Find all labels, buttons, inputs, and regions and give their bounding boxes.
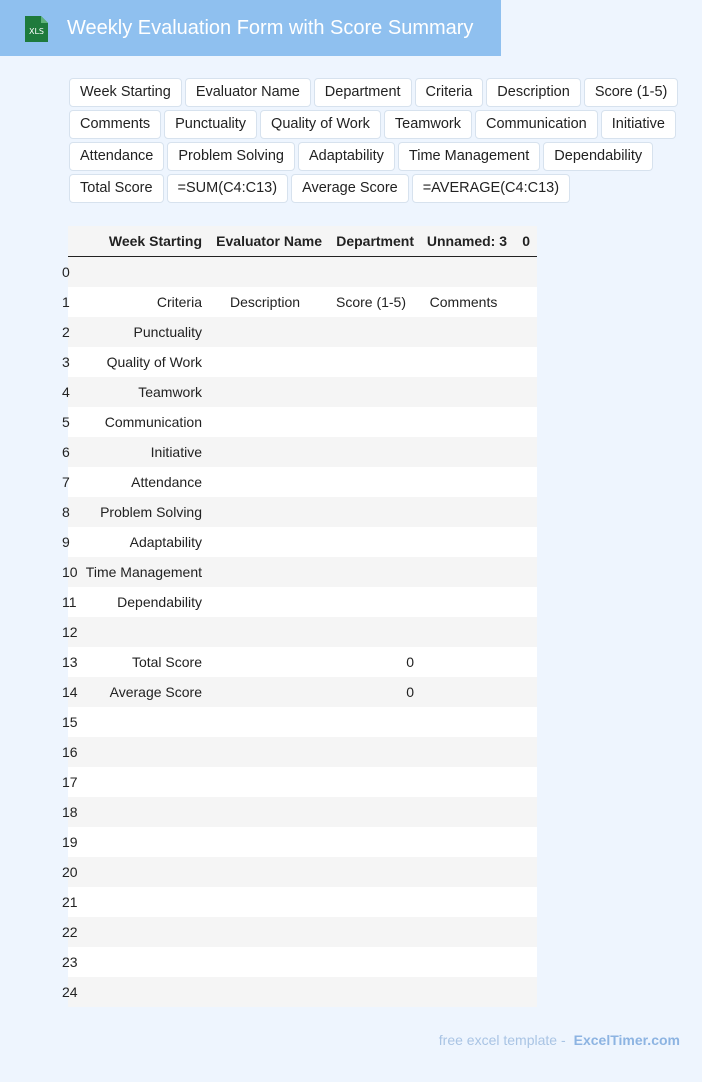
column-chip[interactable]: Initiative: [601, 110, 676, 139]
table-cell: [68, 767, 202, 797]
row-index: 19: [62, 834, 78, 850]
row-index: 21: [62, 894, 78, 910]
row-index: 7: [62, 474, 70, 490]
table-row: [62, 467, 537, 497]
table-row: [62, 707, 537, 737]
table-cell: [420, 407, 507, 437]
row-index: 6: [62, 444, 70, 460]
xls-file-icon: [21, 14, 51, 44]
table-cell: [68, 707, 202, 737]
table-cell: [513, 497, 530, 527]
table-cell: [208, 617, 322, 647]
spreadsheet-preview: [62, 226, 537, 1007]
table-cell: [328, 347, 414, 377]
table-cell: [208, 497, 322, 527]
table-cell: [208, 407, 322, 437]
table-cell: [328, 797, 414, 827]
column-header: Department: [336, 233, 414, 249]
table-cell: [328, 317, 414, 347]
table-cell: [420, 377, 507, 407]
table-cell: [420, 707, 507, 737]
table-row: [62, 917, 537, 947]
table-cell: [513, 647, 530, 677]
table-cell: 0: [406, 684, 414, 700]
table-cell: [513, 407, 530, 437]
table-cell: [208, 467, 322, 497]
table-cell: Criteria: [156, 294, 202, 310]
table-cell: [68, 797, 202, 827]
column-chip[interactable]: Criteria: [415, 78, 484, 107]
table-cell: [513, 887, 530, 917]
table-header-row: [68, 226, 537, 257]
table-cell: [328, 737, 414, 767]
table-cell: [208, 977, 322, 1007]
table-cell: [420, 317, 507, 347]
row-index: 3: [62, 354, 70, 370]
row-index: 15: [62, 714, 78, 730]
table-cell: Time Management: [85, 564, 202, 580]
row-index: 13: [62, 654, 78, 670]
row-index: 10: [62, 564, 78, 580]
table-cell: [513, 857, 530, 887]
table-cell: [68, 617, 202, 647]
table-cell: [513, 707, 530, 737]
table-cell: [208, 377, 322, 407]
table-cell: [328, 857, 414, 887]
column-chip[interactable]: Teamwork: [384, 110, 472, 139]
table-cell: [513, 587, 530, 617]
table-cell: [513, 287, 530, 317]
row-index: 11: [62, 594, 77, 610]
table-cell: [328, 707, 414, 737]
table-row: [62, 647, 537, 677]
table-cell: [208, 647, 322, 677]
table-cell: [328, 887, 414, 917]
table-cell: [420, 497, 507, 527]
table-cell: [328, 977, 414, 1007]
table-cell: [513, 347, 530, 377]
column-chip[interactable]: Quality of Work: [260, 110, 381, 139]
table-cell: [328, 617, 414, 647]
table-cell: [208, 347, 322, 377]
table-cell: [68, 977, 202, 1007]
column-chip[interactable]: Evaluator Name: [185, 78, 311, 107]
column-chip[interactable]: Communication: [475, 110, 598, 139]
table-cell: 0: [406, 654, 414, 670]
table-row: [62, 737, 537, 767]
table-cell: [208, 707, 322, 737]
table-cell: [513, 737, 530, 767]
table-cell: [513, 557, 530, 587]
table-cell: [420, 737, 507, 767]
row-index: 2: [62, 324, 70, 340]
table-cell: [208, 827, 322, 857]
table-cell: [328, 467, 414, 497]
table-cell: [208, 557, 322, 587]
column-chip[interactable]: Department: [314, 78, 412, 107]
row-index: 1: [62, 294, 70, 310]
table-cell: [420, 677, 507, 707]
table-cell: [513, 317, 530, 347]
table-cell: [420, 827, 507, 857]
table-cell: Teamwork: [138, 384, 202, 400]
table-cell: [513, 917, 530, 947]
table-cell: Score (1-5): [335, 294, 407, 310]
table-row: [62, 317, 537, 347]
table-cell: Problem Solving: [100, 504, 202, 520]
row-index: 12: [62, 624, 78, 640]
table-cell: [513, 677, 530, 707]
table-cell: Punctuality: [133, 324, 202, 340]
column-chip[interactable]: Total Score: [69, 174, 164, 203]
table-cell: [208, 527, 322, 557]
table-cell: [68, 917, 202, 947]
svg-text:XLS: XLS: [28, 27, 45, 36]
row-index: 20: [62, 864, 78, 880]
table-cell: [420, 947, 507, 977]
table-cell: Adaptability: [129, 534, 202, 550]
table-cell: [420, 917, 507, 947]
table-cell: [420, 797, 507, 827]
column-header: Evaluator Name: [216, 233, 322, 249]
table-cell: [68, 947, 202, 977]
table-cell: Description: [229, 294, 301, 310]
row-index: 4: [62, 384, 70, 400]
column-chip[interactable]: =SUM(C4:C13): [167, 174, 289, 203]
column-header: Week Starting: [108, 233, 202, 249]
table-cell: [513, 977, 530, 1007]
table-row: [62, 857, 537, 887]
table-row: [62, 947, 537, 977]
table-cell: [513, 527, 530, 557]
table-cell: [420, 467, 507, 497]
table-row: [62, 617, 537, 647]
table-row: [62, 287, 537, 317]
table-cell: [513, 767, 530, 797]
table-cell: Average Score: [109, 684, 202, 700]
column-chip[interactable]: Comments: [69, 110, 161, 139]
table-cell: [513, 947, 530, 977]
table-row: [62, 497, 537, 527]
table-cell: [208, 797, 322, 827]
table-row: [62, 377, 537, 407]
table-cell: [328, 497, 414, 527]
column-chip-list: [69, 78, 697, 203]
table-cell: [513, 827, 530, 857]
table-cell: [420, 347, 507, 377]
table-cell: [513, 797, 530, 827]
table-cell: [208, 437, 322, 467]
table-cell: [208, 767, 322, 797]
table-cell: [328, 917, 414, 947]
table-cell: [68, 857, 202, 887]
table-cell: [328, 377, 414, 407]
table-row: [62, 347, 537, 377]
row-index: 14: [62, 684, 78, 700]
table-cell: [513, 257, 530, 287]
table-row: [62, 437, 537, 467]
table-row: [62, 677, 537, 707]
table-cell: [420, 887, 507, 917]
title-banner: [0, 0, 501, 56]
footer-brand-link[interactable]: ExcelTimer.com: [573, 1032, 680, 1048]
table-cell: [513, 617, 530, 647]
row-index: 8: [62, 504, 70, 520]
table-cell: [420, 587, 507, 617]
table-cell: [68, 887, 202, 917]
column-chip[interactable]: Description: [486, 78, 581, 107]
row-index: 0: [62, 264, 70, 280]
table-cell: [420, 527, 507, 557]
column-header: 0: [522, 233, 530, 249]
row-index: 22: [62, 924, 78, 940]
table-cell: [208, 947, 322, 977]
table-cell: Communication: [104, 414, 202, 430]
table-row: [62, 767, 537, 797]
table-cell: [420, 977, 507, 1007]
page-title: Weekly Evaluation Form with Score Summary: [67, 17, 474, 39]
column-chip[interactable]: Dependability: [543, 142, 653, 171]
table-cell: [420, 857, 507, 887]
table-cell: [420, 767, 507, 797]
column-header: Unnamed: 3: [426, 233, 507, 249]
table-cell: [420, 257, 507, 287]
table-cell: [208, 857, 322, 887]
table-row: [62, 557, 537, 587]
table-cell: [420, 557, 507, 587]
column-chip[interactable]: Punctuality: [164, 110, 257, 139]
table-cell: [68, 737, 202, 767]
table-cell: [420, 437, 507, 467]
table-cell: Quality of Work: [106, 354, 202, 370]
table-row: [62, 257, 537, 287]
row-index: 9: [62, 534, 70, 550]
table-cell: [328, 947, 414, 977]
table-cell: [208, 257, 322, 287]
column-chip[interactable]: Score (1-5): [584, 78, 679, 107]
table-row: [62, 407, 537, 437]
table-cell: [68, 827, 202, 857]
table-cell: [208, 587, 322, 617]
footer-credit: [439, 1032, 680, 1048]
table-cell: [328, 587, 414, 617]
footer-text: free excel template -: [438, 1032, 566, 1048]
table-cell: [328, 557, 414, 587]
table-row: [62, 797, 537, 827]
table-cell: Comments: [429, 294, 498, 310]
table-row: [62, 977, 537, 1007]
table-cell: Total Score: [131, 654, 202, 670]
table-cell: [513, 377, 530, 407]
table-row: [62, 587, 537, 617]
row-index: 23: [62, 954, 78, 970]
column-chip[interactable]: Average Score: [291, 174, 409, 203]
table-cell: [68, 257, 202, 287]
column-chip[interactable]: Problem Solving: [167, 142, 295, 171]
row-index: 5: [62, 414, 70, 430]
table-cell: [208, 317, 322, 347]
column-chip[interactable]: Adaptability: [298, 142, 395, 171]
table-cell: [328, 257, 414, 287]
table-cell: Dependability: [117, 594, 202, 610]
row-index: 16: [62, 744, 78, 760]
table-row: [62, 827, 537, 857]
table-cell: [208, 677, 322, 707]
table-cell: [328, 767, 414, 797]
table-cell: [208, 917, 322, 947]
column-chip[interactable]: Week Starting: [69, 78, 182, 107]
table-cell: Initiative: [150, 444, 202, 460]
table-cell: [328, 527, 414, 557]
table-cell: [420, 647, 507, 677]
column-chip[interactable]: Attendance: [69, 142, 164, 171]
table-cell: [328, 407, 414, 437]
table-cell: [328, 437, 414, 467]
table-row: [62, 887, 537, 917]
table-cell: [208, 887, 322, 917]
table-cell: [208, 737, 322, 767]
column-chip[interactable]: =AVERAGE(C4:C13): [412, 174, 570, 203]
table-cell: [513, 437, 530, 467]
row-index: 24: [62, 984, 78, 1000]
column-chip[interactable]: Time Management: [398, 142, 540, 171]
table-cell: [420, 617, 507, 647]
table-cell: Attendance: [131, 474, 202, 490]
table-cell: [513, 467, 530, 497]
row-index: 17: [62, 774, 78, 790]
row-index: 18: [62, 804, 78, 820]
table-cell: [328, 827, 414, 857]
table-row: [62, 527, 537, 557]
